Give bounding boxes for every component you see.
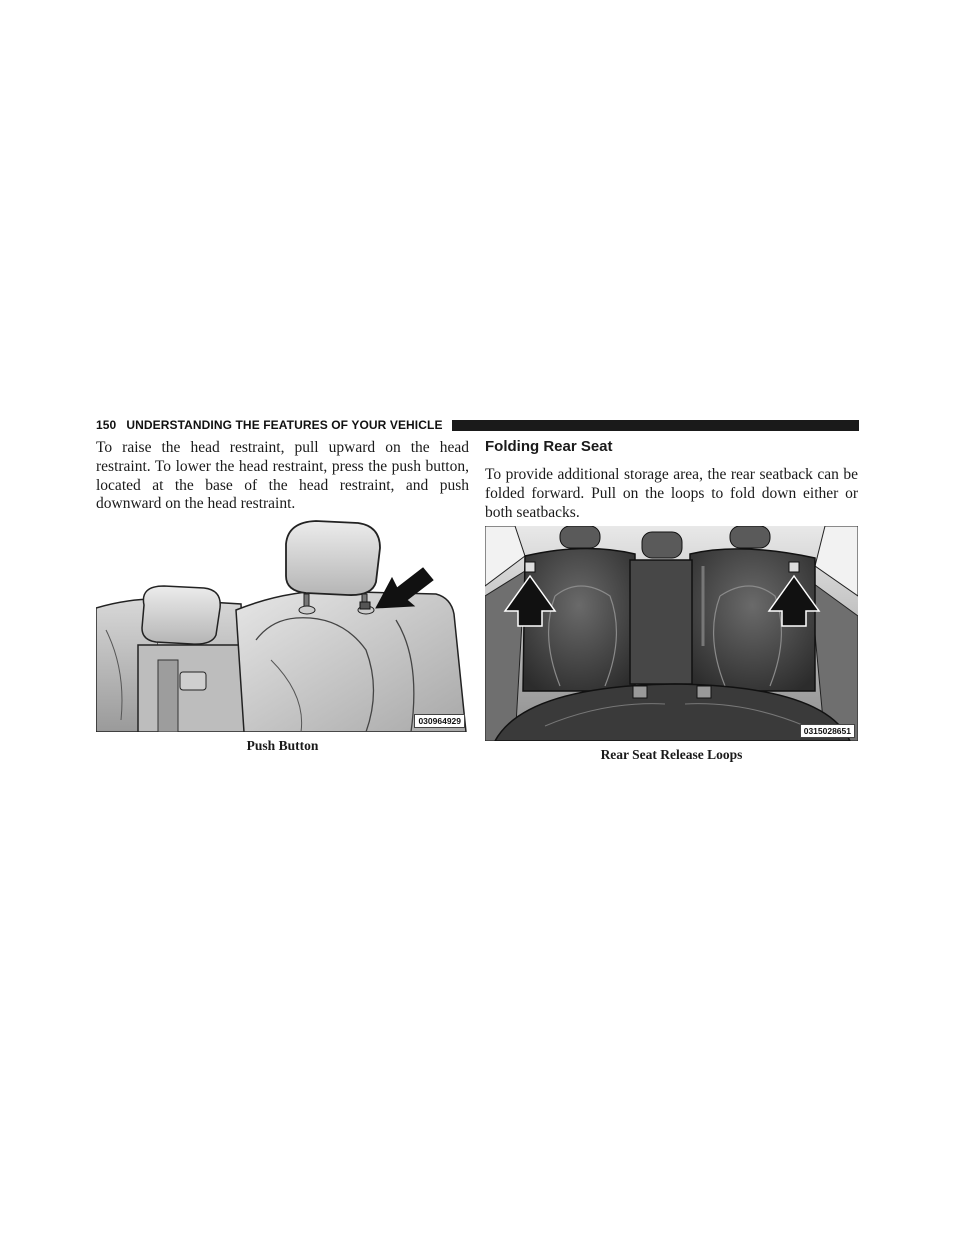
figure-code: 0315028651 [800,724,855,738]
chapter-title: UNDERSTANDING THE FEATURES OF YOUR VEHICLE [126,418,443,432]
head-restraint-paragraph: To raise the head restraint, pull upward on the head restraint. To lower the head restraint, press the push button, located at the base of the head restraint, and push downward on the head restraint. [96,439,469,513]
page-number: 150 [96,418,117,432]
release-loops-illustration [485,526,858,741]
figure-caption: Rear Seat Release Loops [600,747,743,762]
folding-seat-paragraph: To provide additional storage area, the rear seatback can be folded forward. Pull on the loops to fold down either or both seatbacks. [485,466,858,521]
figure-caption: Push Button [246,738,319,753]
figure-code: 030964929 [414,714,465,728]
header-rule [452,420,859,431]
release-loops-figure [485,526,858,741]
push-button-figure [96,520,469,732]
page-header [96,417,859,433]
section-title: Folding Rear Seat [485,438,613,455]
push-button-illustration [96,520,469,732]
